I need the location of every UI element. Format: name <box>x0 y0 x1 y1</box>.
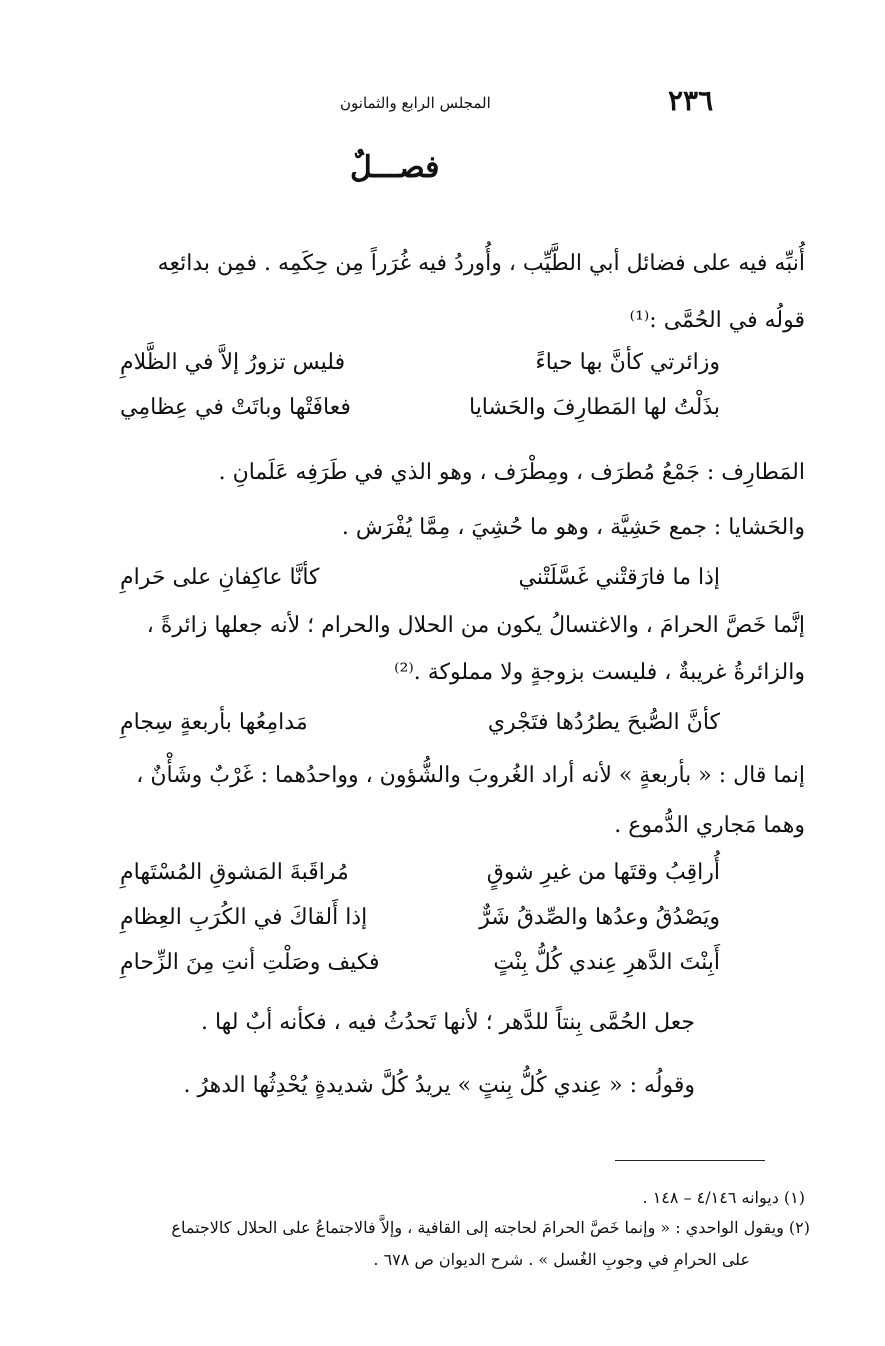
verse-2 <box>120 395 720 435</box>
verse-hemistich-second: فليس تزورُ إلاَّ في الظَّلامِ <box>120 350 346 375</box>
verse-hemistich-second: مَدامِعُها بأربعةٍ سِجامِ <box>120 710 308 735</box>
verse-hemistich-second: فكيف وصَلْتِ أنتِ مِنَ الزِّحامِ <box>120 950 380 975</box>
verse-hemistich-first: ويَصْدُقُ وعدُها والصِّدقُ شَرٌّ <box>479 905 720 930</box>
verse-hemistich-first: أُراقِبُ وقتَها من غيرِ شوقٍ <box>486 860 720 885</box>
verse-3 <box>120 565 720 605</box>
gloss-bint-dahr: جعل الحُمَّى بِنتاً للدَّهر ؛ لأنها تَحدُثُ فيه ، فكأنه أبٌ لها . <box>200 1010 695 1035</box>
gloss-hashaya: والحَشايا : جمع حَشِيَّة ، وهو ما حُشِيَ ، مِمَّا يُفْرَش . <box>341 515 805 540</box>
verse-hemistich-second: كأنَّا عاكِفانِ على حَرامِ <box>120 565 320 590</box>
verse-hemistich-first: كأنَّ الصُّبحَ يطرُدُها فتَجْري <box>487 710 720 735</box>
verse-hemistich-second: مُراقَبةَ المَشوقِ المُسْتَهامِ <box>120 860 349 885</box>
intro-line-2: قولُه في الحُمَّى :⁽¹⁾ <box>629 308 805 333</box>
gloss-haram-line-2: والزائرةُ غريبةٌ ، فليست بزوجةٍ ولا مملوكة .⁽²⁾ <box>394 660 805 685</box>
intro-line-1: أُنبِّه فيه على فضائل أبي الطَّيِّب ، وأُوردُ فيه غُرَراً مِن حِكَمِه . فمِن بدائعِه <box>157 251 805 276</box>
section-title: فصـــلٌ <box>350 150 440 185</box>
footnote-1: (١) ديوانه ٤/١٤٦ – ١٤٨ . <box>642 1188 805 1207</box>
verse-1 <box>120 350 720 390</box>
verse-6 <box>120 905 720 945</box>
verse-7 <box>120 950 720 990</box>
verse-hemistich-first: بذَلْتُ لها المَطارِفَ والحَشايا <box>468 395 720 420</box>
verse-hemistich-first: إذا ما فارَقتْني غَسَّلَتْني <box>518 565 720 590</box>
verse-4 <box>120 710 720 750</box>
page-number: ٢٣٦ <box>668 84 714 117</box>
footnote-separator <box>615 1160 765 1161</box>
footnote-2-line-1: (٢) ويقول الواحدي : « وإنما خَصَّ الحرامَ لحاجته إلى القافية ، وإلاَّ فالاجتماعُ على الحلال كالاجتماع <box>171 1218 810 1237</box>
gloss-mataarif: المَطارِف : جَمْعُ مُطرَف ، ومِطْرَف ، وهو الذي في طَرَفِه عَلَمانِ . <box>218 460 805 485</box>
verse-hemistich-second: فعافَتْها وباتَتْ في عِظامِي <box>120 395 351 420</box>
running-title: المجلس الرابع والثمانون <box>340 94 491 112</box>
gloss-arbaa-line-1: إنما قال : « بأربعةٍ » لأنه أراد الغُروبَ والشُّؤون ، وواحدُهما : غَرْبٌ وشَأْنٌ ، <box>136 763 805 788</box>
gloss-indi-kull-bint: وقولُه : « عِندي كُلُّ بِنتٍ » يريدُ كُلَّ شديدةٍ يُحْدِثُها الدهرُ . <box>183 1073 695 1098</box>
verse-hemistich-first: وزائرتي كأنَّ بها حياءً <box>535 350 720 375</box>
footnote-2-line-2: على الحرامِ في وجوبِ الغُسل » . شرح الديوان ص ٦٧٨ . <box>373 1250 750 1269</box>
gloss-arbaa-line-2: وهما مَجاري الدُّموع . <box>614 813 805 838</box>
gloss-haram-line-1: إنَّما خَصَّ الحرامَ ، والاغتسالُ يكون من الحلال والحرام ؛ لأنه جعلها زائرةً ، <box>146 613 805 638</box>
verse-hemistich-first: أَبِنْتَ الدَّهرِ عِندي كُلُّ بِنْتٍ <box>493 950 720 975</box>
verse-5 <box>120 860 720 900</box>
verse-hemistich-second: إذا أَلقاكَ في الكُرَبِ العِظامِ <box>120 905 368 930</box>
